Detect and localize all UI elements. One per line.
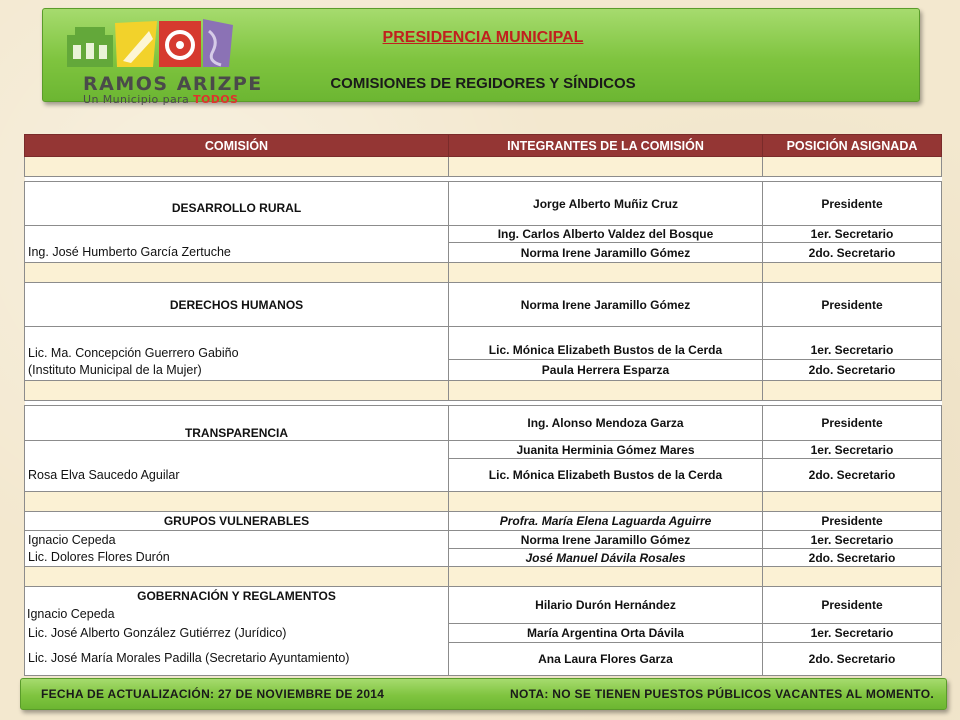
table-row <box>25 226 942 243</box>
member-position: Presidente <box>763 512 942 531</box>
member-position: Presidente <box>763 283 942 327</box>
member-name: Ana Laura Flores Garza <box>449 642 763 675</box>
commission-member: Rosa Elva Saucedo Aguilar <box>25 459 449 492</box>
member-name: Lic. Mónica Elizabeth Bustos de la Cerda <box>449 327 763 360</box>
spacer-row <box>25 492 942 512</box>
header-position: POSICIÓN ASIGNADA <box>763 135 942 157</box>
member-position: Presidente <box>763 587 942 624</box>
member-position: Presidente <box>763 406 942 441</box>
member-name: Paula Herrera Esparza <box>449 360 763 381</box>
logo-tagline-text: Un Municipio para <box>83 93 194 106</box>
header-banner <box>42 8 920 106</box>
member-name: Hilario Durón Hernández <box>449 587 763 624</box>
spacer-row <box>25 381 942 401</box>
spacer-row <box>25 157 942 177</box>
member-position: Presidente <box>763 182 942 226</box>
member-position: 1er. Secretario <box>763 226 942 243</box>
logo-emblem-icon <box>61 17 283 73</box>
member-name: Norma Irene Jaramillo Gómez <box>449 283 763 327</box>
table-row <box>25 459 942 492</box>
spacer-row <box>25 263 942 283</box>
table-row <box>25 182 942 226</box>
member-name: Norma Irene Jaramillo Gómez <box>449 243 763 263</box>
commission-member: (Instituto Municipal de la Mujer) <box>25 360 449 381</box>
table-row <box>25 531 942 549</box>
member-position: 1er. Secretario <box>763 441 942 459</box>
member-name: José Manuel Dávila Rosales <box>449 549 763 567</box>
commission-title: GRUPOS VULNERABLES <box>25 512 449 531</box>
commission-title: TRANSPARENCIA <box>25 406 449 441</box>
commission-title: GOBERNACIÓN Y REGLAMENTOS <box>137 589 336 603</box>
member-name: Ing. Carlos Alberto Valdez del Bosque <box>449 226 763 243</box>
commission-cell-continued <box>25 226 449 243</box>
ramos-arizpe-logo <box>61 17 283 106</box>
member-name: Lic. Mónica Elizabeth Bustos de la Cerda <box>449 459 763 492</box>
table-row <box>25 360 942 381</box>
member-position: 1er. Secretario <box>763 327 942 360</box>
logo-tagline-emphasis: TODOS <box>193 93 239 106</box>
commission-member: Ing. José Humberto García Zertuche <box>25 243 449 263</box>
member-name: Ing. Alonso Mendoza Garza <box>449 406 763 441</box>
member-position: 1er. Secretario <box>763 623 942 642</box>
member-position: 2do. Secretario <box>763 360 942 381</box>
member-name: Jorge Alberto Muñiz Cruz <box>449 182 763 226</box>
table-row <box>25 623 942 642</box>
table-row <box>25 243 942 263</box>
page-title: PRESIDENCIA MUNICIPAL <box>382 29 584 46</box>
member-position: 2do. Secretario <box>763 243 942 263</box>
member-name: Juanita Herminia Gómez Mares <box>449 441 763 459</box>
commissions-table <box>24 134 942 676</box>
table-row <box>25 283 942 327</box>
header-commission: COMISIÓN <box>25 135 449 157</box>
commission-member: Ignacio Cepeda <box>27 607 115 621</box>
commission-member: Lic. Ma. Concepción Guerrero Gabiño <box>25 327 449 360</box>
table-row <box>25 327 942 360</box>
member-name: María Argentina Orta Dávila <box>449 623 763 642</box>
commission-member: Ignacio Cepeda <box>25 531 449 549</box>
spacer-row <box>25 567 942 587</box>
commission-cell-continued <box>25 441 449 459</box>
table-row <box>25 549 942 567</box>
table-row <box>25 642 942 675</box>
commission-member: Lic. José Alberto González Gutiérrez (Jurídico) <box>25 623 449 642</box>
update-date: FECHA DE ACTUALIZACIÓN: 27 DE NOVIEMBRE DE 2014 <box>41 687 385 701</box>
table-row <box>25 512 942 531</box>
table-row <box>25 587 942 624</box>
vacancy-note: NOTA: NO SE TIENEN PUESTOS PÚBLICOS VACANTES AL MOMENTO. <box>510 687 934 701</box>
table-header-row <box>25 135 942 157</box>
table-row <box>25 441 942 459</box>
logo-name: RAMOS ARIZPE <box>83 73 263 95</box>
page-subtitle: COMISIONES DE REGIDORES Y SÍNDICOS <box>330 75 636 92</box>
commission-title: DERECHOS HUMANOS <box>25 283 449 327</box>
member-name: Norma Irene Jaramillo Gómez <box>449 531 763 549</box>
commission-title: DESARROLLO RURAL <box>25 182 449 226</box>
member-name: Profra. María Elena Laguarda Aguirre <box>449 512 763 531</box>
member-position: 2do. Secretario <box>763 549 942 567</box>
commission-member: Lic. Dolores Flores Durón <box>25 549 449 567</box>
commission-member: Lic. José María Morales Padilla (Secretario Ayuntamiento) <box>25 642 449 675</box>
table-row <box>25 406 942 441</box>
footer-banner <box>20 678 947 710</box>
member-position: 1er. Secretario <box>763 531 942 549</box>
logo-tagline <box>83 93 238 106</box>
header-members: INTEGRANTES DE LA COMISIÓN <box>449 135 763 157</box>
commission-cell <box>25 587 449 624</box>
member-position: 2do. Secretario <box>763 459 942 492</box>
member-position: 2do. Secretario <box>763 642 942 675</box>
